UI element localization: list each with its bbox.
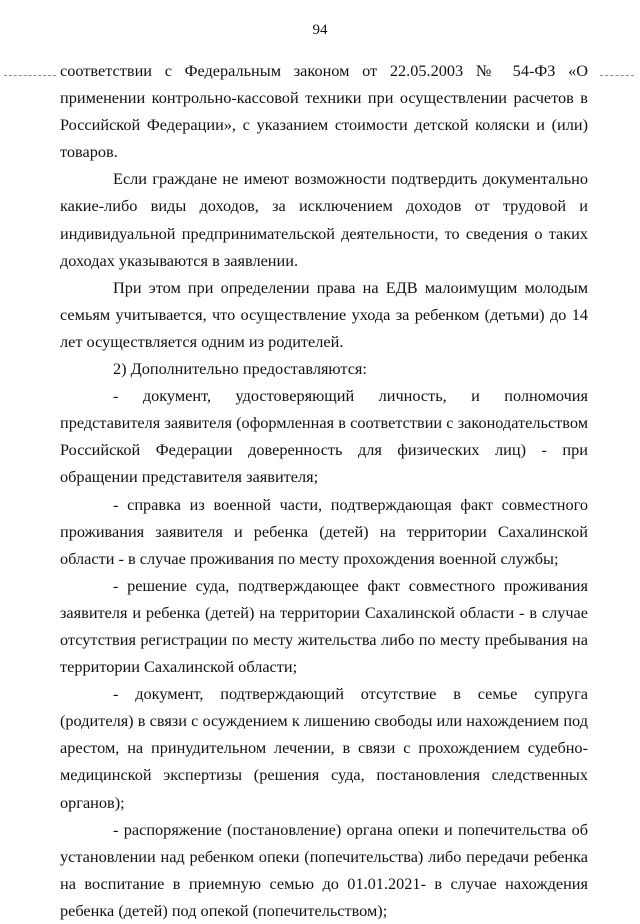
list-item-spouse-absence-document: - документ, подтверждающий отсутствие в семье супруга (родителя) в связи с осуждением к лишению свободы или нахождением под арестом, на принудительном лечении, в связи с прохождением судебно-медицинской экспертизы (решения суда, постановления следственных органов);	[60, 684, 588, 812]
paragraph-edv-eligibility: При этом при определении права на ЕДВ малоимущим молодым семьям учитывается, что осуществление ухода за ребенком (детьми) до 14 лет осуществляется одним из родителей.	[60, 277, 588, 351]
paragraph-undocumented-income: Если граждане не имеют возможности подтвердить документально какие-либо виды доходов, за исключением доходов от трудовой и индивидуальной предпринимательской деятельности, то сведения о таких доходах указываются в заявлении.	[60, 169, 588, 270]
paragraph-continuation: соответствии с Федеральным законом от 22.05.2003 № 54-ФЗ «О применении контрольно-кассовой техники при осуществлении расчетов в Российской Федерации», с указанием стоимости детской коляски и (или) товаров.	[60, 61, 588, 162]
list-item-representative-id: - документ, удостоверяющий личность, и полномочия представителя заявителя (оформленная в соответствии с законодательством Российской Федерации доверенность для физических лиц) - при обращении представителя заявителя;	[60, 386, 588, 487]
list-item-court-decision: - решение суда, подтверждающее факт совместного проживания заявителя и ребенка (детей) на территории Сахалинской области - в случае отсутствия регистрации по месту жительства либо по месту пребывания на территории Сахалинской области;	[60, 575, 588, 677]
scan-artifact-right	[600, 75, 634, 77]
list-item-guardianship-order: - распоряжение (постановление) органа опеки и попечительства об установлении над ребенком опеки (попечительства) либо передачи ребенка на воспитание в приемную семью до 01.01.2021- в случае нахождения ребенка (детей) под опекой (попечительством);	[60, 819, 588, 920]
page-number: 94	[312, 22, 328, 38]
list-item-military-certificate: - справка из военной части, подтверждающая факт совместного проживания заявителя и ребенка (детей) на территории Сахалинской области - в случае проживания по месту прохождения военной службы;	[60, 494, 588, 568]
document-body	[60, 57, 588, 924]
scan-artifact-left	[4, 75, 56, 77]
paragraph-additional-heading: 2) Дополнительно предоставляются:	[113, 359, 367, 379]
